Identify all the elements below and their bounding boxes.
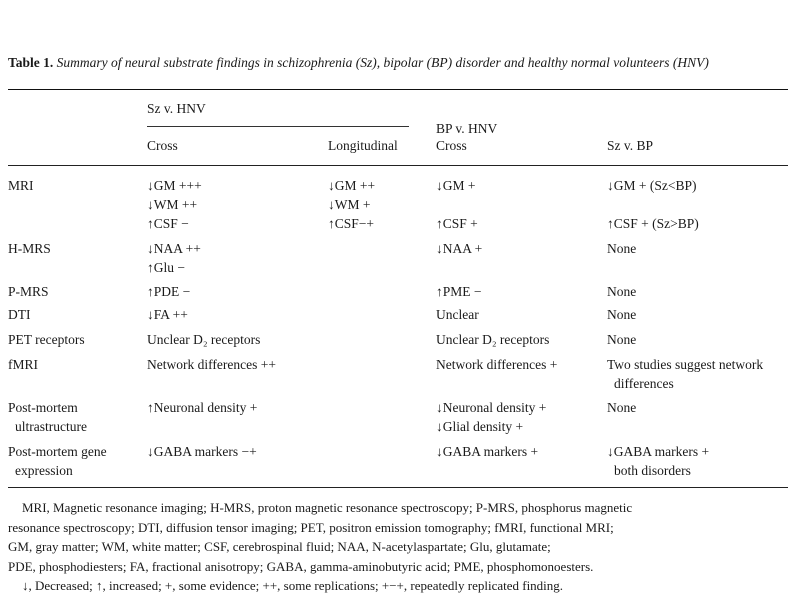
cell-sz-bp: None: [607, 400, 637, 415]
cell-sz-longitudinal: ↓WM +: [328, 197, 371, 212]
cell-sz-bp: both disorders: [614, 463, 691, 478]
cell-sz-cross: Network differences ++: [147, 357, 276, 372]
table-label: Table 1.: [8, 55, 54, 70]
cell-bp-cross: ↑PME −: [436, 284, 482, 299]
footnote-line: PDE, phosphodiesters; FA, fractional anisotropy; GABA, gamma-aminobutyric acid; PME, phosphomonoesters.: [8, 558, 594, 574]
row-label: H-MRS: [8, 241, 51, 256]
row-label: expression: [15, 463, 73, 478]
header-sz-hnv: Sz v. HNV: [147, 101, 206, 116]
header-bp-hnv: BP v. HNV: [436, 121, 498, 136]
cell-sz-cross: ↓NAA ++: [147, 241, 201, 256]
cell-sz-bp: None: [607, 332, 637, 347]
table-title: Summary of neural substrate findings in schizophrenia (Sz), bipolar (BP) disorder and healthy normal volunteers (HNV): [56, 55, 709, 70]
cell-bp-cross: ↑CSF +: [436, 216, 478, 231]
header-rule: [8, 165, 788, 166]
cell-bp-cross: ↓GM +: [436, 178, 476, 193]
cell-bp-cross: ↓GABA markers +: [436, 444, 539, 459]
cell-sz-bp: ↓GABA markers +: [607, 444, 710, 459]
cell-bp-cross: ↓Neuronal density +: [436, 400, 547, 415]
row-label: P-MRS: [8, 284, 49, 299]
cell-sz-bp: None: [607, 284, 637, 299]
cell-sz-bp: ↑CSF + (Sz>BP): [607, 216, 699, 231]
row-label: Post-mortem gene: [8, 444, 107, 459]
cell-bp-cross: Unclear: [436, 307, 479, 322]
row-label: MRI: [8, 178, 34, 193]
cell-sz-cross: Unclear D₂ receptors: [147, 332, 261, 347]
header-cross: Cross: [147, 138, 178, 153]
cell-sz-cross: ↓FA ++: [147, 307, 188, 322]
header-bp-cross: Cross: [436, 138, 467, 153]
cell-sz-longitudinal: ↑CSF−+: [328, 216, 374, 231]
header-longitudinal: Longitudinal: [328, 138, 398, 153]
cell-sz-cross: ↓GM +++: [147, 178, 202, 193]
row-label: PET receptors: [8, 332, 85, 347]
footnote-line: MRI, Magnetic resonance imaging; H-MRS, proton magnetic resonance spectroscopy; P-MRS, phosphorus magnetic: [22, 500, 633, 515]
cell-sz-bp: ↓GM + (Sz<BP): [607, 178, 697, 193]
cell-sz-cross: ↑CSF −: [147, 216, 189, 231]
row-label: fMRI: [8, 357, 38, 372]
cell-bp-cross: Network differences +: [436, 357, 558, 372]
row-label: Post-mortem: [8, 400, 78, 415]
cell-sz-bp: differences: [614, 376, 674, 391]
bottom-rule: [8, 487, 788, 488]
cell-sz-bp: Two studies suggest network: [607, 357, 764, 372]
cell-bp-cross: Unclear D₂ receptors: [436, 332, 550, 347]
cell-sz-bp: None: [607, 241, 637, 256]
cell-sz-bp: None: [607, 307, 637, 322]
top-rule: [8, 89, 788, 90]
header-sz-bp: Sz v. BP: [607, 138, 654, 153]
footnote-line: resonance spectroscopy; DTI, diffusion tensor imaging; PET, positron emission tomography; fMRI, functional MRI;: [8, 519, 614, 535]
cell-bp-cross: ↓NAA +: [436, 241, 483, 256]
cell-sz-cross: ↓GABA markers −+: [147, 444, 257, 459]
cell-sz-cross: ↑Neuronal density +: [147, 400, 258, 415]
cell-sz-cross: ↑Glu −: [147, 260, 185, 275]
group-rule: [147, 126, 409, 127]
footnote-line: GM, gray matter; WM, white matter; CSF, cerebrospinal fluid; NAA, N-acetylaspartate; Glu, glutamate;: [8, 539, 551, 554]
cell-sz-cross: ↓WM ++: [147, 197, 198, 212]
cell-sz-cross: ↑PDE −: [147, 284, 191, 299]
row-label: ultrastructure: [15, 419, 87, 434]
cell-bp-cross: ↓Glial density +: [436, 419, 524, 434]
table-caption: [8, 55, 788, 71]
table-footnote: [8, 498, 790, 596]
cell-sz-longitudinal: ↓GM ++: [328, 178, 376, 193]
footnote-line: ↓, Decreased; ↑, increased; +, some evidence; ++, some replications; +−+, repeatedly replicated finding.: [22, 578, 564, 593]
row-label: DTI: [8, 307, 31, 322]
